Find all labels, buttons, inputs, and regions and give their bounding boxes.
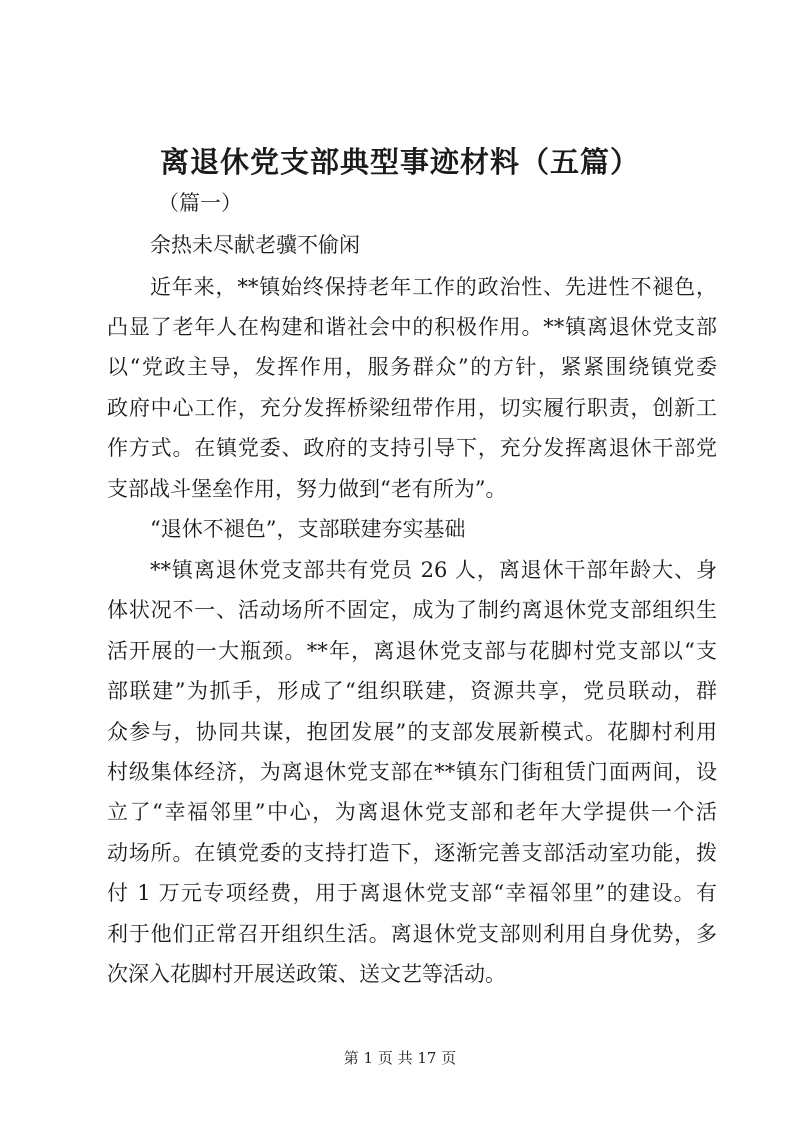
- paragraph-line: 利于他们正常召开组织生活。离退休党支部则利用自身优势，多: [107, 922, 717, 946]
- paragraph-line: 支部战斗堡垒作用，努力做到“老有所为”。: [107, 477, 507, 501]
- page-footer: 第 1 页 共 17 页: [343, 1049, 457, 1067]
- section-heading: “退休不褪色”，支部联建夯实基础: [150, 517, 466, 541]
- paragraph-line: 政府中心工作，充分发挥桥梁纽带作用，切实履行职责，创新工: [107, 396, 717, 420]
- paragraph-line: 村级集体经济，为离退休党支部在**镇东门街租赁门面两间，设: [107, 760, 717, 784]
- section-heading: 余热未尽献老骥不偷闲: [150, 233, 360, 257]
- paragraph-line: 体状况不一、活动场所不固定，成为了制约离退休党支部组织生: [107, 598, 717, 622]
- part-label: （篇一）: [158, 191, 242, 215]
- paragraph-line: 众参与，协同共谋，抱团发展”的支部发展新模式。花脚村利用: [107, 720, 717, 744]
- paragraph-line: **镇离退休党支部共有党员 26 人，离退休干部年龄大、身: [150, 558, 717, 582]
- paragraph-line: 次深入花脚村开展送政策、送文艺等活动。: [107, 962, 506, 986]
- paragraph-line: 立了“幸福邻里”中心，为离退休党支部和老年大学提供一个活: [107, 800, 717, 824]
- paragraph-line: 以“党政主导，发挥作用，服务群众”的方针，紧紧围绕镇党委: [107, 355, 717, 379]
- paragraph-line: 活开展的一大瓶颈。**年，离退休党支部与花脚村党支部以“支: [107, 639, 717, 663]
- paragraph-line: 动场所。在镇党委的支持打造下，逐渐完善支部活动室功能，拨: [107, 841, 717, 865]
- paragraph-line: 作方式。在镇党委、政府的支持引导下，充分发挥离退休干部党: [107, 436, 717, 460]
- paragraph-line: 付 1 万元专项经费，用于离退休党支部“幸福邻里”的建设。有: [107, 881, 717, 905]
- paragraph-line: 部联建”为抓手，形成了“组织联建，资源共享，党员联动，群: [107, 679, 717, 703]
- paragraph-line: 凸显了老年人在构建和谐社会中的积极作用。**镇离退休党支部: [107, 315, 717, 339]
- paragraph-line: 近年来，**镇始终保持老年工作的政治性、先进性不褪色，: [150, 275, 717, 299]
- document-title: 离退休党支部典型事迹材料（五篇）: [159, 145, 640, 179]
